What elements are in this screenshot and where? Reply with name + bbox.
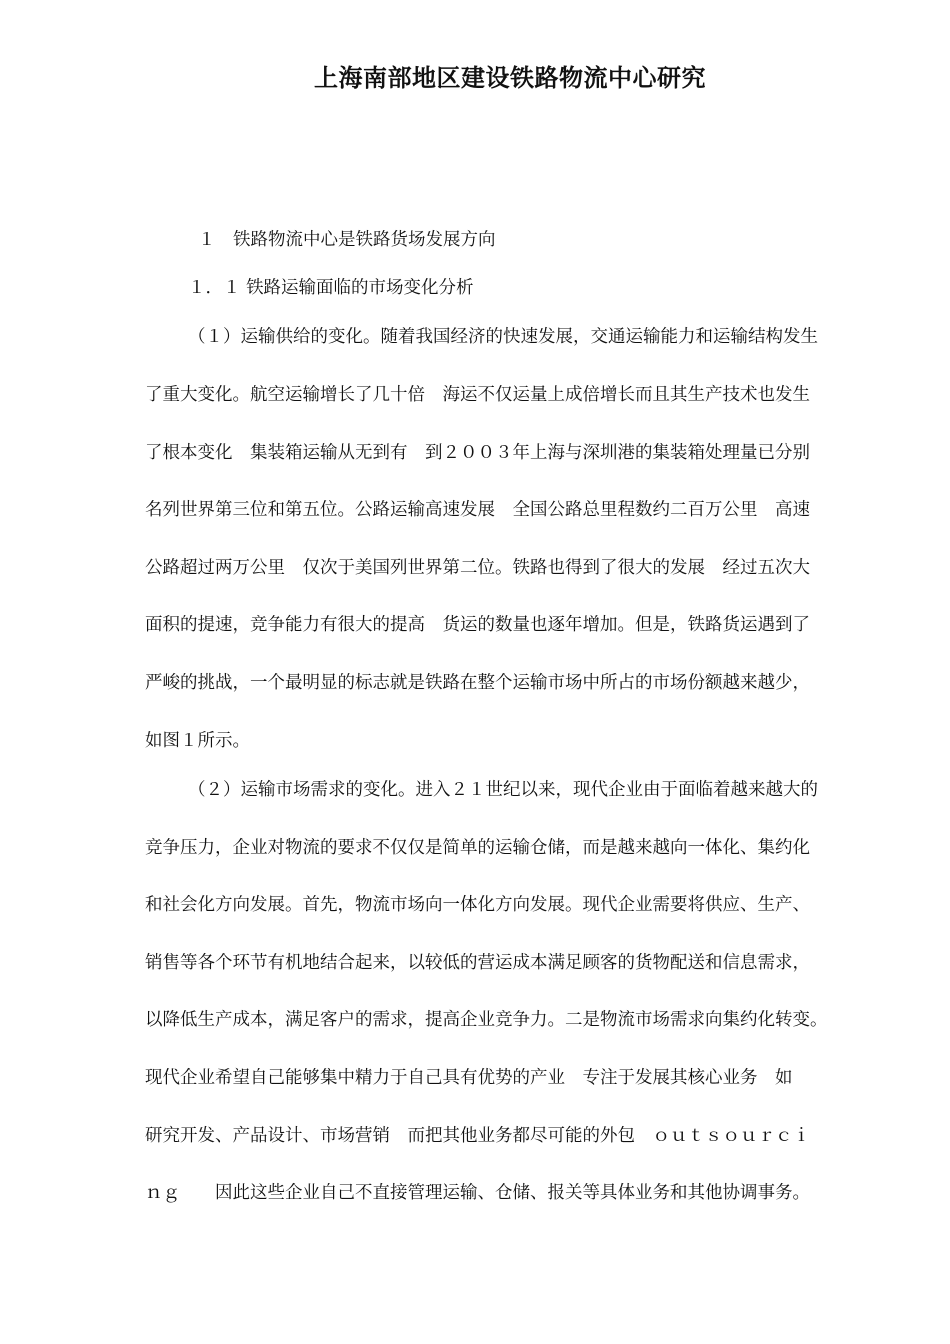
paragraph-line: ｎｇ 因此这些企业自己不直接管理运输、仓储、报关等具体业务和其他协调事务。 [145, 1183, 810, 1203]
paragraph-line: 销售等各个环节有机地结合起来，以较低的营运成本满足顾客的货物配送和信息需求， [145, 953, 810, 973]
subsection-heading: １．１ 铁路运输面临的市场变化分析 [188, 278, 474, 298]
paragraph-line: 以降低生产成本，满足客户的需求，提高企业竞争力。二是物流市场需求向集约化转变。 [145, 1010, 828, 1030]
paragraph-line: 现代企业希望自己能够集中精力于自己具有优势的产业 专注于发展其核心业务 如 [145, 1068, 793, 1088]
paragraph-line: 公路超过两万公里 仅次于美国列世界第二位。铁路也得到了很大的发展 经过五次大 [145, 558, 810, 578]
paragraph-line: 如图１所示。 [145, 731, 250, 751]
paragraph-line: 竞争压力，企业对物流的要求不仅仅是简单的运输仓储，而是越来越向一体化、集约化 [145, 838, 810, 858]
section-heading: １ 铁路物流中心是铁路货场发展方向 [198, 230, 496, 250]
document-title: 上海南部地区建设铁路物流中心研究 [314, 64, 706, 92]
paragraph-line: 了重大变化。航空运输增长了几十倍 海运不仅运量上成倍增长而且其生产技术也发生 [145, 385, 810, 405]
paragraph-line: 研究开发、产品设计、市场营销 而把其他业务都尽可能的外包 ｏｕｔｓｏｕｒｃｉ [145, 1126, 810, 1146]
paragraph-line: 面积的提速，竞争能力有很大的提高 货运的数量也逐年增加。但是，铁路货运遇到了 [145, 615, 810, 635]
paragraph-line: 名列世界第三位和第五位。公路运输高速发展 全国公路总里程数约二百万公里 高速 [145, 500, 810, 520]
paragraph-line: 严峻的挑战，一个最明显的标志就是铁路在整个运输市场中所占的市场份额越来越少， [145, 673, 810, 693]
paragraph-line: （２）运输市场需求的变化。进入２１世纪以来，现代企业由于面临着越来越大的 [188, 780, 818, 800]
paragraph-line: （１）运输供给的变化。随着我国经济的快速发展，交通运输能力和运输结构发生 [188, 327, 818, 347]
paragraph-line: 和社会化方向发展。首先，物流市场向一体化方向发展。现代企业需要将供应、生产、 [145, 895, 810, 915]
paragraph-line: 了根本变化 集装箱运输从无到有 到２００３年上海与深圳港的集装箱处理量已分别 [145, 443, 810, 463]
